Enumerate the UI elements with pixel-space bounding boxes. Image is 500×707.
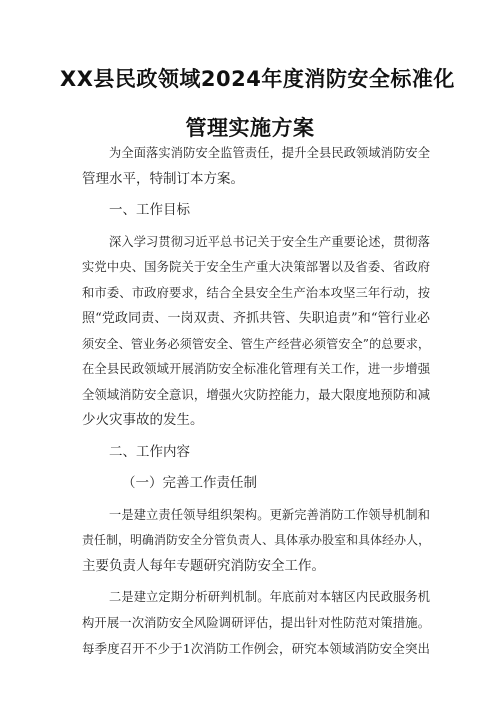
paragraph-line: 一是建立责任领导组织架构。更新完善消防工作领导机制和 [109, 507, 430, 522]
paragraph-line: 深入学习贯彻习近平总书记关于安全生产重要论述，贯彻落 [109, 234, 430, 249]
paragraph-line: 照“党政同责、一岗双责、齐抓共管、失职追责”和“管行业必 [82, 311, 430, 326]
paragraph-line: 全领域消防安全意识，增强火灾防控能力，最大限度地预防和减 [82, 387, 430, 402]
paragraph-line: 责任制，明确消防安全分管负责人、具体承办股室和具体经办人， [82, 533, 430, 547]
document-body [82, 141, 430, 662]
paragraph-line: 在全县民政领域开展消防安全标准化管理有关工作，进一步增强 [82, 362, 430, 376]
document-title-line-2: 管理实施方案 [185, 116, 315, 140]
paragraph-line: 为全面落实消防安全监管责任，提升全县民政领域消防安全 [109, 146, 430, 160]
document-title-line-1: XX县民政领域2024年度消防安全标准化 [60, 67, 455, 91]
section-heading-content: 二、工作内容 [109, 443, 190, 460]
paragraph-line: 少火灾事故的发生。 [82, 412, 204, 428]
section-heading-goal: 一、工作目标 [109, 202, 190, 218]
paragraph-line: 每季度召开不少于1次消防工作例会，研究本领域消防安全突出 [82, 641, 430, 656]
paragraph-line: 须安全、管业务必须管安全、管生产经营必须管安全”的总要求， [82, 336, 430, 351]
paragraph-line: 二是建立定期分析研判机制。年底前对本辖区内民政服务机 [109, 590, 430, 604]
paragraph-line: 主要负责人每年专题研究消防安全工作。 [82, 557, 325, 574]
paragraph-line: 和市委、市政府要求，结合全县安全生产治本攻坚三年行动，按 [82, 285, 430, 300]
paragraph-line: 管理水平，特制订本方案。 [82, 170, 244, 187]
subsection-heading: （一）完善工作责任制 [122, 475, 257, 491]
paragraph-line: 实党中央、国务院关于安全生产重大决策部署以及省委、省政府 [82, 260, 430, 274]
paragraph-line: 构开展一次消防安全风险调研评估，提出针对性防范对策措施。 [82, 615, 430, 630]
